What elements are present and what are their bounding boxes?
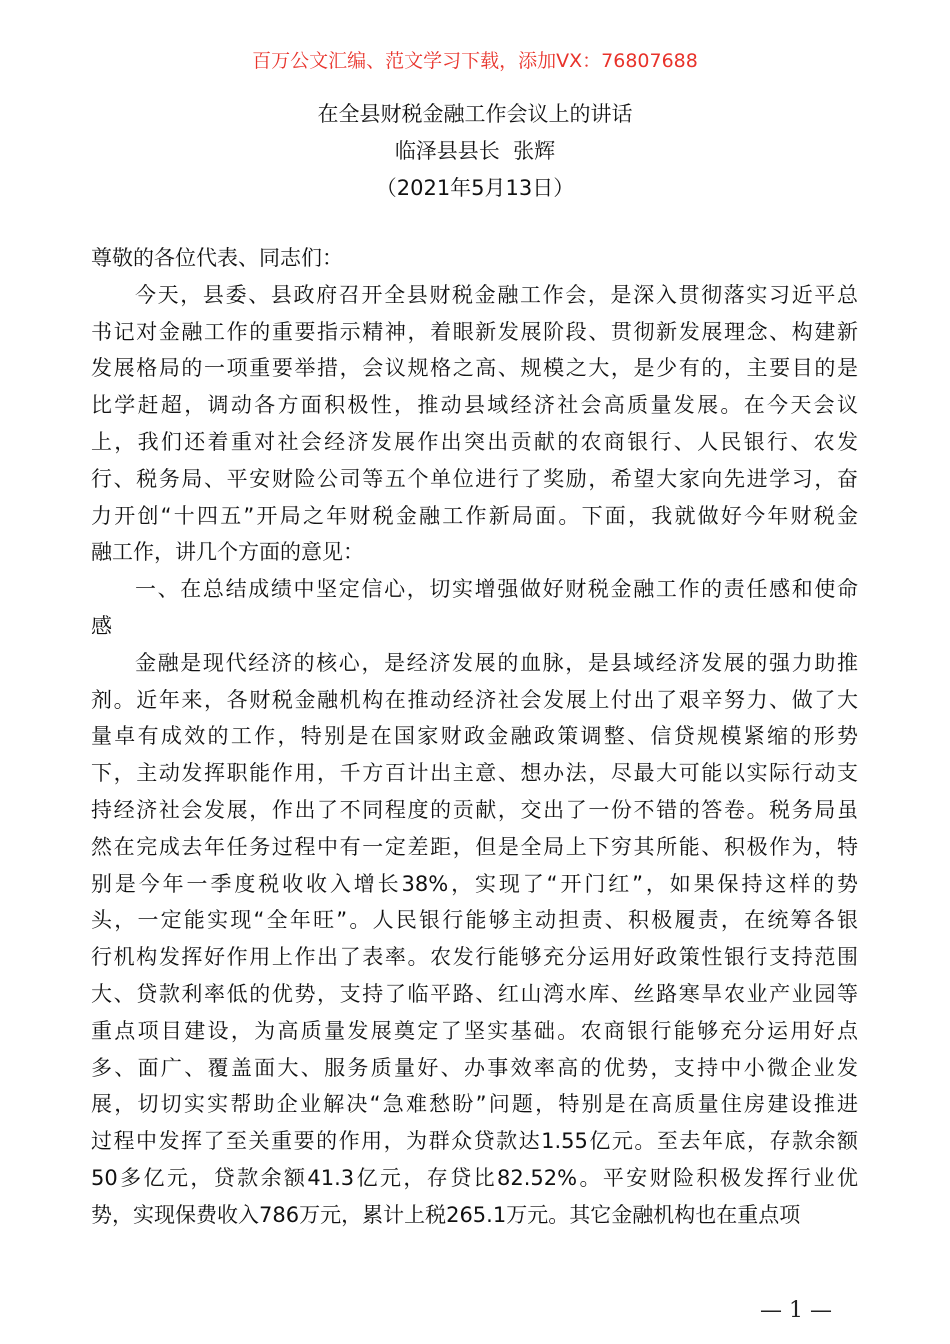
text-line: 剂。近年来，各财税金融机构在推动经济社会发展上付出了艰辛努力、做了大 [91, 687, 858, 712]
paragraph [91, 277, 858, 571]
text-line: 感 [91, 613, 112, 638]
paragraph [91, 571, 858, 645]
text-line: 持经济社会发展，作出了不同程度的贡献，交出了一份不错的答卷。税务局虽 [91, 797, 858, 822]
text-line: 力开创“十四五”开局之年财税金融工作新局面。下面，我就做好今年财税金 [91, 503, 858, 528]
text-line: 势，实现保费收入786万元，累计上税265.1万元。其它金融机构也在重点项 [91, 1202, 801, 1227]
document-body [91, 240, 858, 1234]
text-line: 融工作，讲几个方面的意见： [91, 540, 364, 565]
text-line: 头，一定能实现“全年旺”。人民银行能够主动担责、积极履责，在统筹各银 [91, 908, 858, 933]
text-line: 比学赶超，调动各方面积极性，推动县域经济社会高质量发展。在今天会议 [91, 393, 858, 418]
text-line: 发展格局的一项重要举措，会议规格之高、规模之大，是少有的，主要目的是 [91, 356, 858, 381]
speech-date: （2021年5月13日） [375, 176, 575, 200]
text-line: 下，主动发挥职能作用，千方百计出主意、想办法，尽最大可能以实际行动支 [91, 761, 858, 786]
text-line: 量卓有成效的工作，特别是在国家财政金融政策调整、信贷规模紧缩的形势 [91, 724, 858, 749]
download-banner: 百万公文汇编、范文学习下载，添加VX：76807688 [252, 50, 698, 72]
text-line: 行机构发挥好作用上作出了表率。农发行能够充分运用好政策性银行支持范围 [91, 945, 858, 970]
page-number: — 1 — [760, 1298, 832, 1323]
text-line: 大、贷款利率低的优势，支持了临平路、红山湾水库、丝路寒旱农业产业园等 [91, 981, 858, 1006]
text-line: 书记对金融工作的重要指示精神，着眼新发展阶段、贯彻新发展理念、构建新 [91, 319, 858, 344]
text-line: 尊敬的各位代表、同志们： [91, 246, 343, 270]
text-line: 50多亿元，贷款余额41.3亿元，存贷比82.52%。平安财险积极发挥行业优 [91, 1165, 858, 1190]
text-line: 金融是现代经济的核心，是经济发展的血脉，是县域经济发展的强力助推 [135, 650, 858, 675]
text-line: 行、税务局、平安财险公司等五个单位进行了奖励，希望大家向先进学习，奋 [91, 466, 858, 491]
paragraph [91, 240, 858, 277]
text-line: 然在完成去年任务过程中有一定差距，但是全局上下穷其所能、积极作为，特 [91, 834, 858, 859]
text-line: 重点项目建设，为高质量发展奠定了坚实基础。农商银行能够充分运用好点 [91, 1018, 858, 1043]
text-line: 今天，县委、县政府召开全县财税金融工作会，是深入贯彻落实习近平总 [135, 282, 858, 307]
document-title: 在全县财税金融工作会议上的讲话 [317, 102, 633, 126]
text-line: 多、面广、覆盖面大、服务质量好、办事效率高的优势，支持中小微企业发 [91, 1055, 858, 1080]
paragraph [91, 645, 858, 1234]
text-line: 展，切切实实帮助企业解决“急难愁盼”问题，特别是在高质量住房建设推进 [91, 1092, 858, 1117]
speaker-line: 临泽县县长 张辉 [394, 139, 556, 163]
text-line: 别是今年一季度税收收入增长38%，实现了“开门红”，如果保持这样的势 [91, 871, 858, 896]
text-line: 过程中发挥了至关重要的作用，为群众贷款达1.55亿元。至去年底，存款余额 [91, 1129, 858, 1154]
text-line: 一、在总结成绩中坚定信心，切实增强做好财税金融工作的责任感和使命 [135, 577, 858, 602]
text-line: 上，我们还着重对社会经济发展作出突出贡献的农商银行、人民银行、农发 [91, 429, 858, 454]
